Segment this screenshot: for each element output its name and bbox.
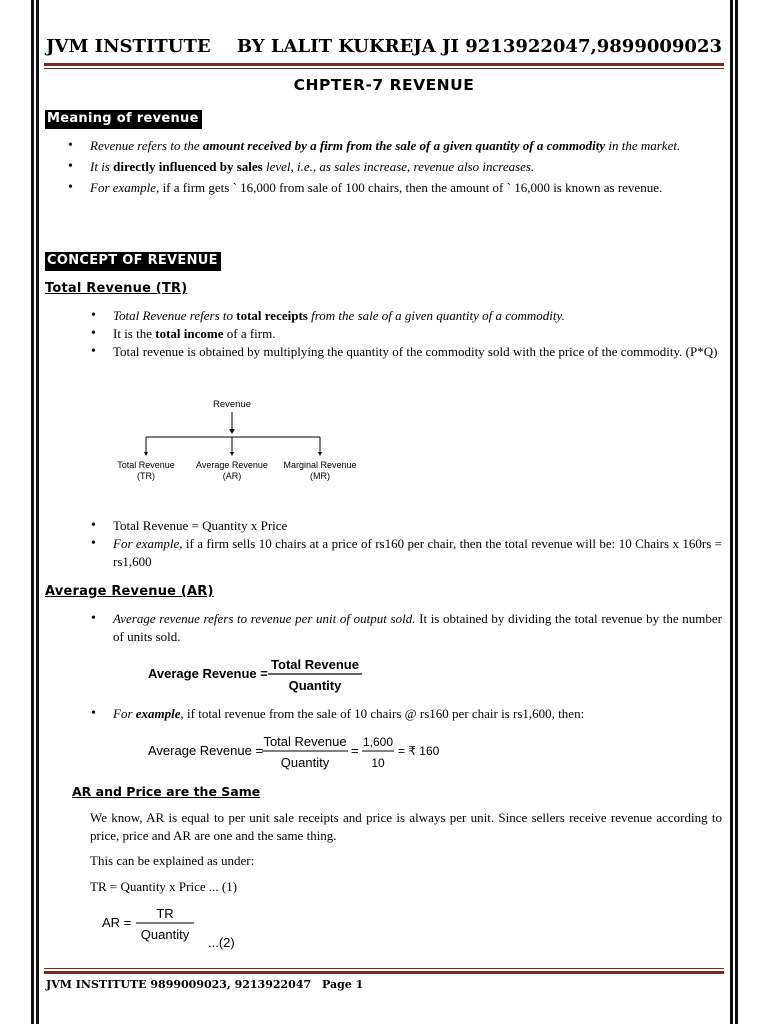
diagram-tr-abbr: (TR) [137,471,155,481]
list-item: • Revenue refers to the amount received by a firm from the sale of a given quantity of a commodity in the market. [66,137,722,155]
subheading-total-revenue: Total Revenue (TR) [45,281,188,296]
total-revenue-list-2 [89,517,722,574]
header-author: BY LALIT KUKREJA JI 9213922047,9899009023 [236,36,722,57]
ar-formula [100,904,260,954]
subheading-average-revenue: Average Revenue (AR) [45,584,214,599]
list-item: • It is the total income of a firm. [89,325,722,343]
list-item: • For example, if total revenue from the sale of 10 chairs @ rs160 per chair is rs1,600, then: [89,705,722,723]
tr-equation: TR = Quantity x Price ... (1) [90,879,238,894]
formula-equals: = [351,743,359,758]
page-border-left-inner [36,0,39,1024]
header-institute: JVM INSTITUTE [46,36,211,57]
footer-rule-thick [44,971,724,974]
formula-denominator: Quantity [140,927,190,942]
diagram-tr-label: Total Revenue [117,460,175,470]
list-item: • Total Revenue = Quantity x Price [89,517,722,535]
formula-lhs: Average Revenue = [148,666,268,681]
average-revenue-example [89,705,722,726]
subheading-ar-price: AR and Price are the Same [72,784,261,799]
chapter-title: CHPTER-7 REVENUE [293,76,475,94]
page-number: Page 1 [322,978,364,991]
page-border-left-outer [31,0,34,1024]
average-revenue-formula [146,655,366,695]
ar-price-intro: This can be explained as under: [90,853,255,868]
diagram-mr-label: Marginal Revenue [283,460,357,470]
average-revenue-example-formula [146,732,446,774]
formula-numerator-value: 1,600 [362,735,394,749]
formula-denominator: Quantity [288,678,342,693]
page-footer [46,978,364,991]
header-rule-thick [44,63,724,66]
revenue-tree-diagram [108,392,368,490]
formula-result: = ₹ 160 [398,744,440,758]
total-revenue-list [89,307,722,364]
formula-numerator: Total Revenue [263,734,347,749]
diagram-ar-abbr: (AR) [222,471,242,481]
list-item: • Total revenue is obtained by multiplying the quantity of the commodity sold with the price of the commodity. (P*Q) [89,343,722,361]
page-border-right-outer [735,0,738,1024]
average-revenue-list [89,610,722,649]
diagram-root-label: Revenue [212,399,252,410]
page-header [46,36,722,62]
footer-rule-thin [44,968,724,969]
footer-institute: JVM INSTITUTE 9899009023, 9213922047 [46,978,312,991]
header-rule-thin [44,68,724,69]
meaning-list [66,137,722,200]
ar-price-paragraph: We know, AR is equal to per unit sale receipts and price is always per unit. Since sellers receive revenue according to price, price and AR are one and the same thing. [90,810,722,843]
section-heading-meaning: Meaning of revenue [45,110,202,129]
formula-tag: ...(2) [208,935,235,950]
section-heading-concept: CONCEPT OF REVENUE [45,252,221,271]
diagram-ar-label: Average Revenue [196,460,268,470]
formula-denominator: Quantity [280,755,330,770]
formula-lhs: AR = [102,915,132,930]
list-item: • Total Revenue refers to total receipts from the sale of a given quantity of a commodity. [89,307,722,325]
list-item: • For example, if a firm sells 10 chairs at a price of rs160 per chair, then the total revenue will be: 10 Chairs x 160rs = rs1,600 [89,535,722,571]
page-border-right-inner [730,0,733,1024]
formula-numerator: Total Revenue [271,657,359,672]
list-item: • It is directly influenced by sales level, i.e., as sales increase, revenue also increases. [66,158,722,176]
formula-denominator-value: 10 [371,756,385,770]
diagram-mr-abbr: (MR) [310,471,330,481]
list-item: • For example, if a firm gets ` 16,000 from sale of 100 chairs, then the amount of ` 16,000 is known as revenue. [66,179,722,197]
formula-lhs: Average Revenue = [148,743,264,758]
formula-numerator: TR [156,906,174,921]
list-item: • Average revenue refers to revenue per unit of output sold. It is obtained by dividing the total revenue by the number of units sold. [89,610,722,646]
